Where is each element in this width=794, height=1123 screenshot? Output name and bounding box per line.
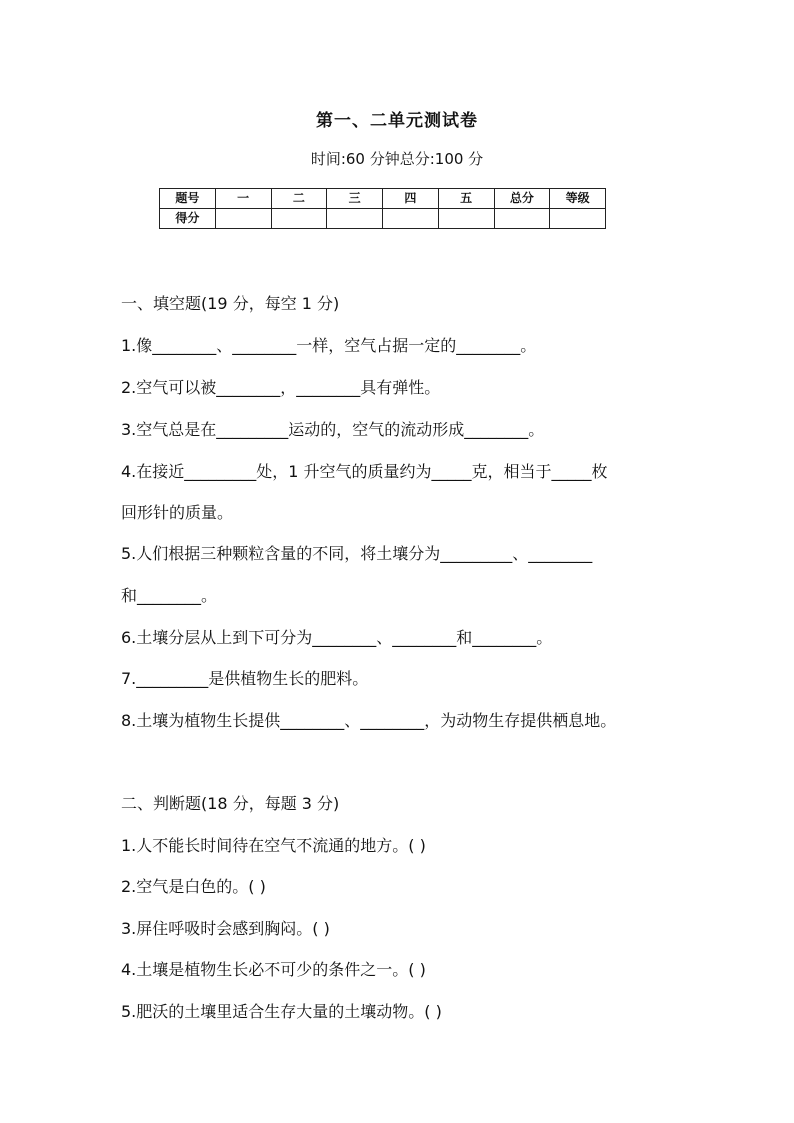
question-line: 6.土壤分层从上到下可分为________、________和________。 (121, 628, 553, 647)
question-line: 4.在接近_________处，1 升空气的质量约为_____克，相当于_____枚 (121, 462, 608, 481)
question-line: 2.空气可以被________，________具有弹性。 (121, 378, 441, 397)
question-line: 7._________是供植物生长的肥料。 (121, 669, 369, 688)
question-line: 2.空气是白色的。( ) (121, 877, 266, 896)
score-cell[interactable] (215, 209, 271, 229)
score-table-header: 等级 (550, 189, 606, 209)
score-table-header: 四 (383, 189, 439, 209)
score-cell[interactable] (494, 209, 550, 229)
question-line: 回形针的质量。 (121, 503, 234, 522)
question-line: 8.土壤为植物生长提供________、________，为动物生存提供栖息地。 (121, 711, 617, 730)
section-heading-true-false: 二、判断题(18 分，每题 3 分) (121, 794, 340, 813)
score-cell[interactable] (327, 209, 383, 229)
question-line: 3.空气总是在_________运动的，空气的流动形成________。 (121, 420, 545, 439)
score-table-score-row (160, 209, 606, 229)
score-cell[interactable] (383, 209, 439, 229)
page-title: 第一、二单元测试卷 (316, 111, 478, 131)
question-line: 1.像________、________一样，空气占据一定的________。 (121, 336, 537, 355)
score-table-header: 三 (327, 189, 383, 209)
score-cell[interactable] (271, 209, 327, 229)
question-line: 1.人不能长时间待在空气不流通的地方。( ) (121, 836, 426, 855)
score-table-header: 五 (438, 189, 494, 209)
score-table-header: 题号 (160, 189, 216, 209)
score-table (159, 188, 606, 229)
page-subtitle: 时间:60 分钟总分:100 分 (310, 150, 484, 168)
score-table-header-row (160, 189, 606, 209)
score-table-header: 二 (271, 189, 327, 209)
question-line: 4.土壤是植物生长必不可少的条件之一。( ) (121, 960, 426, 979)
section-heading-fill-blank: 一、填空题(19 分，每空 1 分) (121, 294, 340, 313)
score-table-header: 一 (215, 189, 271, 209)
question-line: 5.人们根据三种颗粒含量的不同，将土壤分为_________、________ (121, 544, 593, 563)
question-line: 和________。 (121, 586, 218, 605)
score-table-header: 总分 (494, 189, 550, 209)
score-cell[interactable] (438, 209, 494, 229)
question-line: 5.肥沃的土壤里适合生存大量的土壤动物。( ) (121, 1002, 442, 1021)
question-line: 3.屏住呼吸时会感到胸闷。( ) (121, 919, 330, 938)
score-cell[interactable] (550, 209, 606, 229)
score-row-label: 得分 (160, 209, 216, 229)
